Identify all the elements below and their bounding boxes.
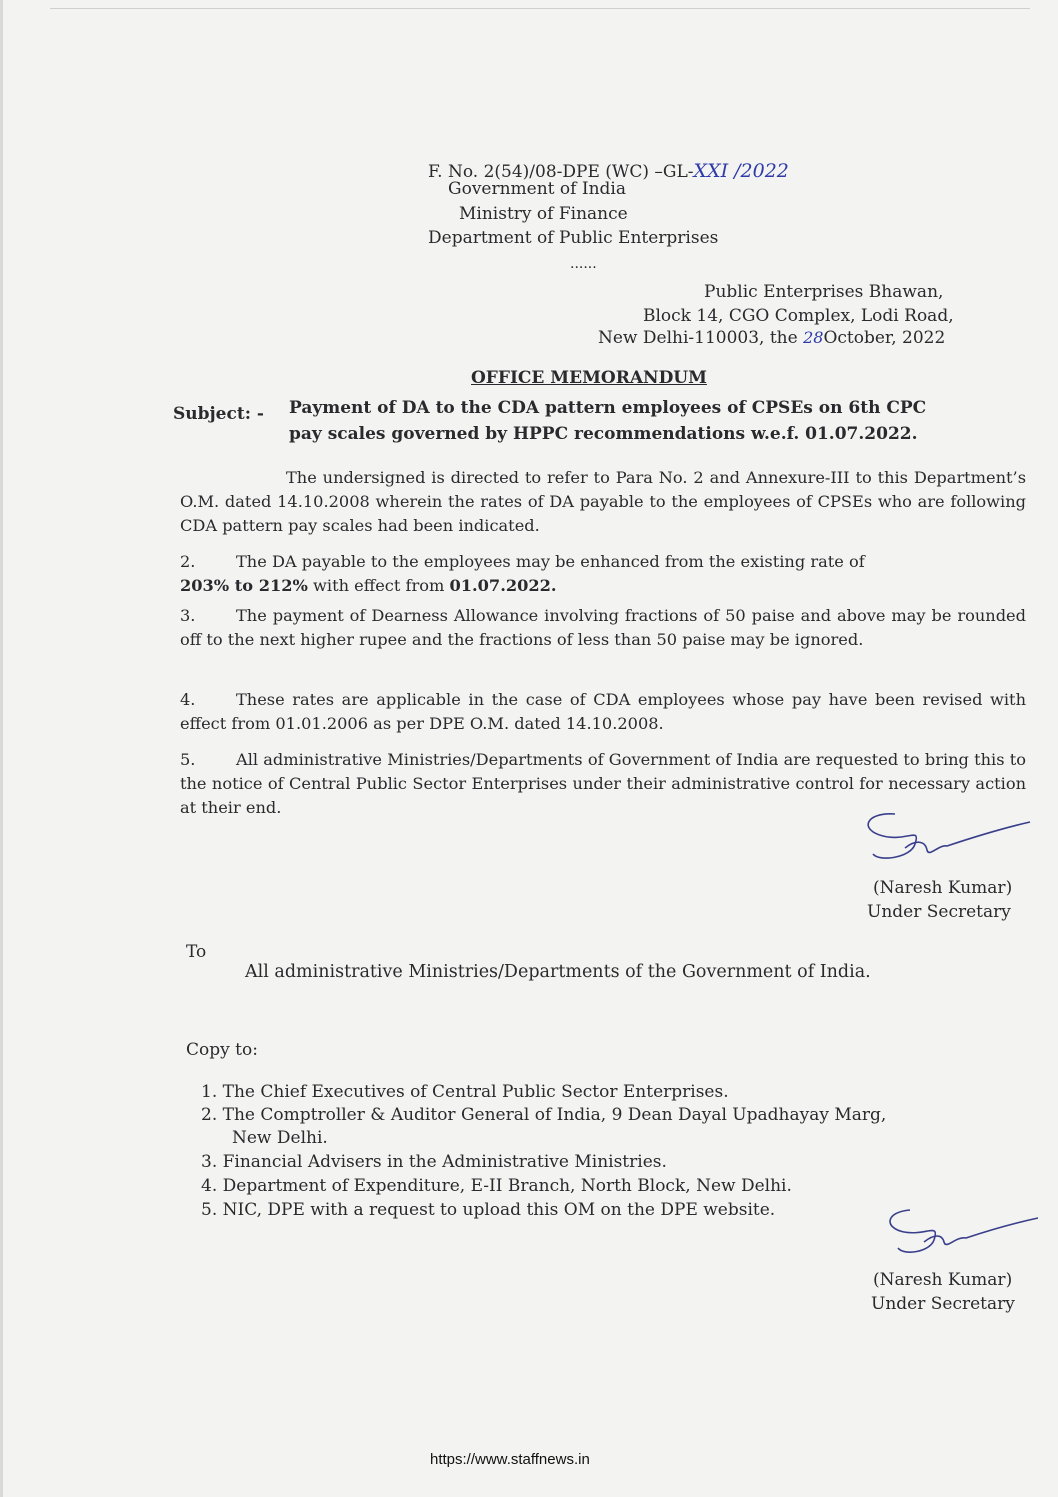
paragraph-2-text: The DA payable to the employees may be enhanced from the existing rate of <box>236 552 865 571</box>
paragraph-5-text: All administrative Ministries/Departments of Government of India are requested to bring this to the notice of Central Public Sector Enterprises under their administrative control for necessary action at their end. <box>180 750 1026 817</box>
file-number-text: F. No. 2(54)/08-DPE (WC) –GL- <box>428 162 694 182</box>
gov-name: Government of India <box>448 179 626 199</box>
copy-item-4: 4. Department of Expenditure, E-II Branch, North Block, New Delhi. <box>201 1176 792 1196</box>
paragraph-3-text: The payment of Dearness Allowance involving fractions of 50 paise and above may be rounded off to the next higher rupee and the fractions of less than 50 paise may be ignored. <box>180 606 1026 649</box>
scan-top-edge <box>50 8 1030 9</box>
paragraph-4-number: 4. <box>180 690 196 709</box>
paragraph-4-text: These rates are applicable in the case of CDA employees whose pay have been revised with effect from 01.01.2006 as per DPE O.M. dated 14.10.2008. <box>180 690 1026 733</box>
subject-line-1: Payment of DA to the CDA pattern employees of CPSEs on 6th CPC <box>289 398 927 418</box>
address-date-line <box>598 328 945 348</box>
paragraph-3 <box>180 604 1026 652</box>
paragraph-2-mid: with effect from <box>307 576 450 595</box>
paragraph-1: The undersigned is directed to refer to Para No. 2 and Annexure-III to this Department’s O.M. dated 14.10.2008 wherein the rates of DA payable to the employees of CPSEs who are following CDA pattern pay scales had been indicated. <box>180 468 1026 535</box>
subject-line-2: pay scales governed by HPPC recommendations w.e.f. 01.07.2022. <box>289 424 918 444</box>
address-line-2: Block 14, CGO Complex, Lodi Road, <box>643 306 954 326</box>
department-name: Department of Public Enterprises <box>428 228 719 248</box>
copy-item-1: 1. The Chief Executives of Central Public Sector Enterprises. <box>201 1082 729 1102</box>
paragraph-5-number: 5. <box>180 750 196 769</box>
paragraph-2 <box>180 550 1026 598</box>
copy-item-5: 5. NIC, DPE with a request to upload this OM on the DPE website. <box>201 1200 776 1220</box>
signature-2-image <box>880 1200 1040 1270</box>
to-recipient: All administrative Ministries/Departments of the Government of India. <box>245 962 871 982</box>
paragraph-2-rate: 203% to 212% <box>180 576 308 595</box>
file-number-handwritten: XXI /2022 <box>693 160 789 182</box>
signature-1-name: (Naresh Kumar) <box>873 878 1013 898</box>
signature-2-name: (Naresh Kumar) <box>873 1270 1013 1290</box>
header-dots: ...... <box>570 256 597 272</box>
address-line-3: New Delhi-110003, the <box>598 328 798 348</box>
scan-left-edge <box>0 0 3 1497</box>
paragraph-2-number: 2. <box>180 552 196 571</box>
signature-1-image <box>855 800 1035 890</box>
copy-label: Copy to: <box>186 1040 258 1060</box>
copy-item-2: 2. The Comptroller & Auditor General of India, 9 Dean Dayal Upadhayay Marg, <box>201 1105 887 1125</box>
signature-2-designation: Under Secretary <box>871 1294 1015 1314</box>
date-month-year: October, 2022 <box>823 328 946 348</box>
paragraph-3-number: 3. <box>180 606 196 625</box>
memo-title: OFFICE MEMORANDUM <box>471 368 707 388</box>
copy-item-3: 3. Financial Advisers in the Administrative Ministries. <box>201 1152 667 1172</box>
subject-label: Subject: - <box>173 404 264 424</box>
paragraph-4 <box>180 688 1026 736</box>
copy-item-2-cont: New Delhi. <box>232 1128 328 1148</box>
address-line-1: Public Enterprises Bhawan, <box>704 282 944 302</box>
paragraph-2-date: 01.07.2022. <box>449 576 557 595</box>
to-label: To <box>186 942 207 962</box>
date-handwritten: 28 <box>803 328 824 347</box>
footer-url[interactable]: https://www.staffnews.in <box>430 1451 590 1468</box>
signature-1-designation: Under Secretary <box>867 902 1011 922</box>
ministry-name: Ministry of Finance <box>459 204 628 224</box>
